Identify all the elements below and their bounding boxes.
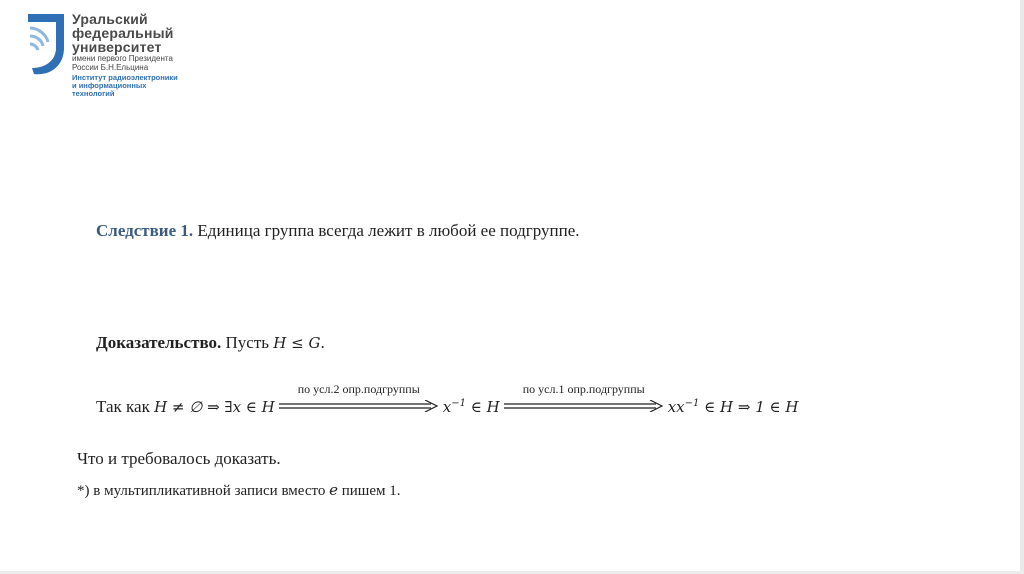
urfu-logo-icon: [24, 12, 68, 78]
derivation-math-3: $xx^{-1}$ ∈ H ⇒ 1 ∈ H: [667, 398, 799, 416]
proof-text: Пусть: [221, 333, 274, 352]
logo-institute-3: технологий: [72, 89, 115, 98]
corollary-label: Следствие 1.: [96, 221, 194, 240]
footnote-text: *) в мультипликативной записи вместо: [77, 483, 330, 499]
proof-end: .: [320, 333, 325, 352]
corollary-line: [96, 221, 580, 241]
long-double-arrow-icon: [279, 400, 439, 412]
derivation-math-2: $x^{-1}$ ∈ H: [442, 398, 500, 416]
derivation-prefix: Так как: [96, 397, 155, 416]
corollary-text: Единица группа всегда лежит в любой ее подгруппе.: [193, 221, 580, 240]
proof-math: H ≤ G: [273, 334, 321, 352]
arrow-1-label: по усл.2 опр.подгруппы: [297, 382, 420, 396]
derivation-math-1: H ≠ ∅ ⇒ ∃x ∈ H: [154, 398, 275, 416]
qed-line: Что и требовалось доказать.: [77, 449, 281, 468]
implication-arrow-2: [504, 382, 664, 417]
logo-line-4: имени первого Президента: [72, 54, 173, 63]
university-logo: [24, 12, 214, 112]
derivation-line: [96, 382, 799, 417]
arrow-2-label: по усл.1 опр.подгруппы: [522, 382, 645, 396]
proof-line: [96, 333, 325, 353]
logo-line-2: федеральный: [72, 25, 174, 41]
slide-right-edge: [1020, 0, 1024, 574]
logo-institute-2: и информационных: [72, 81, 147, 90]
logo-line-1: Уральский: [72, 11, 148, 27]
footnote-line: [77, 481, 400, 500]
long-double-arrow-icon: [504, 400, 664, 412]
logo-text: [72, 12, 178, 98]
footnote-end: пишем 1.: [337, 483, 401, 499]
proof-label: Доказательство.: [96, 333, 222, 352]
logo-institute-1: Институт радиоэлектроники: [72, 73, 178, 82]
footnote-math: e: [329, 481, 338, 499]
logo-line-3: университет: [72, 39, 162, 55]
logo-line-5: России Б.Н.Ельцина: [72, 63, 149, 72]
implication-arrow-1: [279, 382, 439, 417]
